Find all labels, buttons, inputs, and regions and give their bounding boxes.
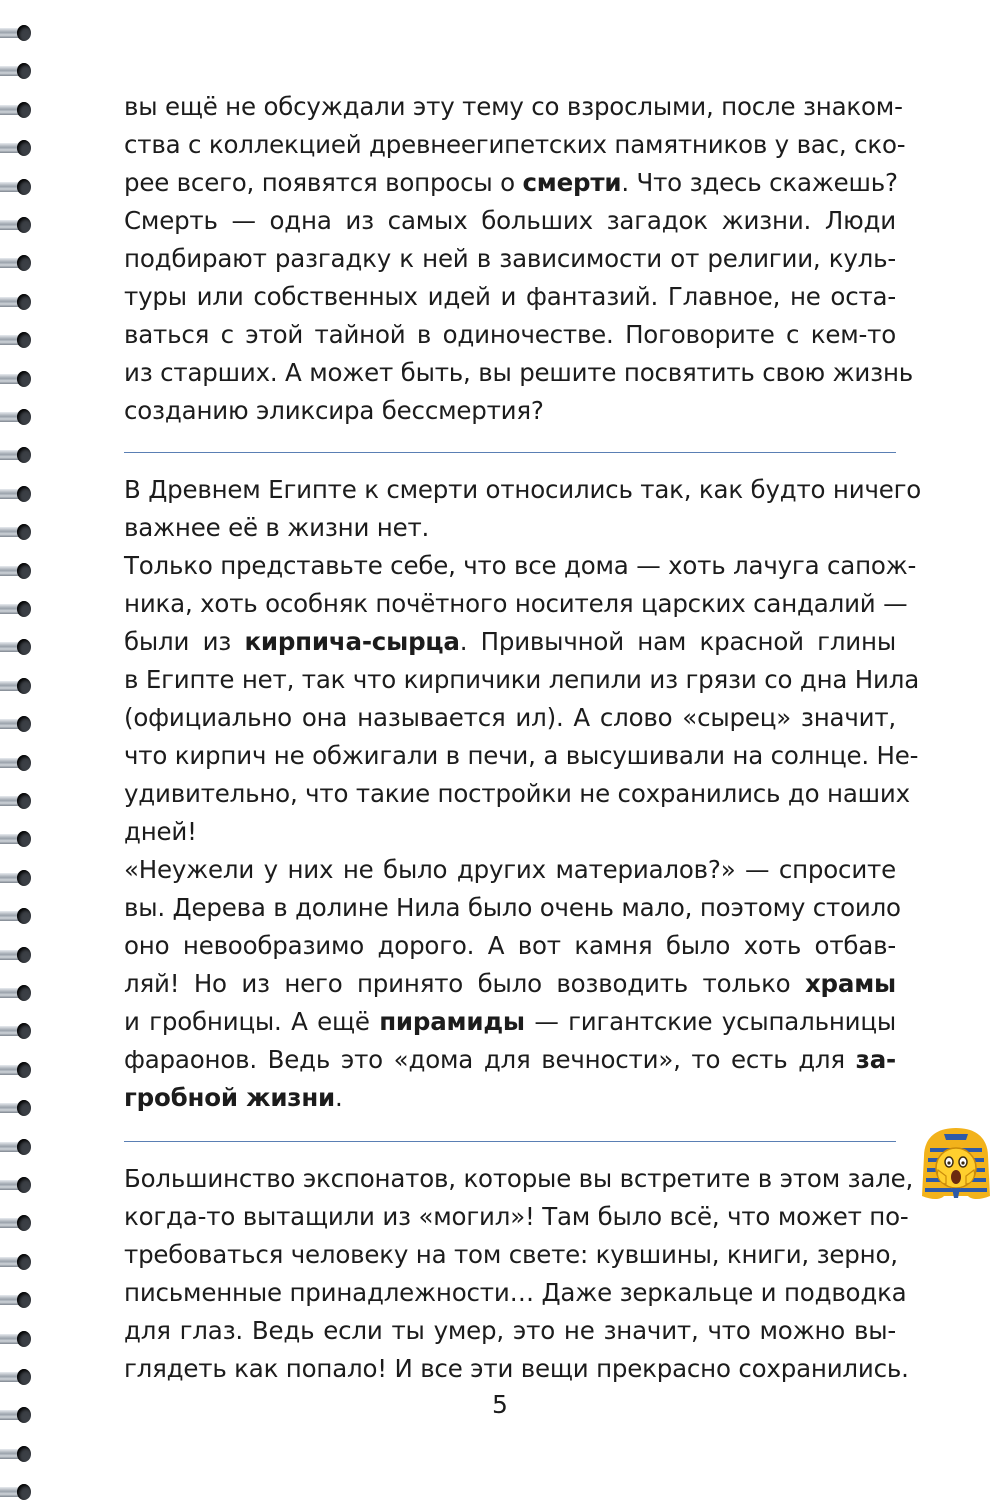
text-line: ства с коллекцией древнеегипетских памятников у вас, ско- [124, 130, 906, 159]
spiral-coil [0, 675, 34, 697]
bold-term: пирамиды [379, 1007, 525, 1036]
text-line: удивительно, что такие постройки не сохранились до наших [124, 779, 910, 808]
spiral-coil [0, 636, 34, 658]
text-line: туры или собственных идей и фантазий. Главное, не оста- [124, 282, 896, 311]
text-line: гробной жизни. [124, 1083, 343, 1112]
paragraph-exhibits [124, 1160, 914, 1388]
spiral-coil [0, 1136, 34, 1158]
text-line: ляй! Но из него принято было возводить только храмы [124, 969, 896, 998]
spiral-coil [0, 560, 34, 582]
text-line: Смерть — одна из самых больших загадок жизни. Люди [124, 206, 896, 235]
bold-term: смерти [522, 168, 622, 197]
spiral-coil [0, 1328, 34, 1350]
spiral-coil [0, 483, 34, 505]
paragraph-ancient-egypt [124, 471, 922, 1117]
text-line: ника, хоть особняк почётного носителя царских сандалий — [124, 589, 908, 618]
spiral-coil [0, 1481, 34, 1503]
spiral-coil [0, 176, 34, 198]
text-line: важнее её в жизни нет. [124, 513, 430, 542]
text-line: для глаз. Ведь если ты умер, это не значит, что можно вы- [124, 1316, 896, 1345]
spiral-coil [0, 444, 34, 466]
text-line: требоваться человеку на том свете: кувшины, книги, зерно, [124, 1240, 898, 1269]
spiral-coil [0, 905, 34, 927]
spiral-coil [0, 99, 34, 121]
text-line: (официально она называется ил). А слово «сырец» значит, [124, 703, 896, 732]
spiral-coil [0, 368, 34, 390]
text-line: письменные принадлежности… Даже зеркальце и подводка [124, 1278, 907, 1307]
spiral-coil [0, 291, 34, 313]
text-line: и гробницы. А ещё пирамиды — гигантские усыпальницы [124, 1007, 896, 1036]
spiral-coil [0, 1366, 34, 1388]
text-line: были из кирпича-сырца. Привычной нам красной глины [124, 627, 896, 656]
spiral-coil [0, 1251, 34, 1273]
bold-term: храмы [804, 969, 896, 998]
spiral-binding [0, 0, 40, 1465]
spiral-coil [0, 752, 34, 774]
text-line: из старших. А может быть, вы решите посвятить свою жизнь [124, 358, 914, 387]
text-line: фараонов. Ведь это «дома для вечности», то есть для за- [124, 1045, 896, 1074]
spiral-coil [0, 329, 34, 351]
paragraph-death-questions [124, 88, 914, 430]
text-line: ваться с этой тайной в одиночестве. Поговорите с кем-то [124, 320, 896, 349]
text-line: рее всего, появятся вопросы о смерти. Что здесь скажешь? [124, 168, 898, 197]
text-line: глядеть как попало! И все эти вещи прекрасно сохранились. [124, 1354, 909, 1383]
spiral-coil [0, 828, 34, 850]
bold-term: гробной жизни [124, 1083, 336, 1112]
text-line: В Древнем Египте к смерти относились так, как будто ничего [124, 475, 922, 504]
spiral-coil [0, 1289, 34, 1311]
text-line: в Египте нет, так что кирпичики лепили из грязи со дна Нила [124, 665, 920, 694]
text-line: когда-то вытащили из «могил»! Там было всё, что может по- [124, 1202, 909, 1231]
spiral-coil [0, 790, 34, 812]
text-line: «Неужели у них не было других материалов?» — спросите [124, 855, 896, 884]
spiral-coil [0, 1212, 34, 1234]
spiral-coil [0, 944, 34, 966]
text-line: вы ещё не обсуждали эту тему со взрослыми, после знаком- [124, 92, 903, 121]
text-line: подбирают разгадку к ней в зависимости от религии, куль- [124, 244, 896, 273]
text-line: созданию эликсира бессмертия? [124, 396, 544, 425]
spiral-coil [0, 1097, 34, 1119]
scared-pharaoh-icon [918, 1126, 994, 1210]
spiral-coil [0, 1174, 34, 1196]
text-line: что кирпич не обжигали в печи, а высушивали на солнце. Не- [124, 741, 919, 770]
spiral-coil [0, 867, 34, 889]
spiral-coil [0, 598, 34, 620]
spiral-coil [0, 214, 34, 236]
text-line: дней! [124, 817, 197, 846]
text-line: Только представьте себе, что все дома — хоть лачуга сапож- [124, 551, 917, 580]
spiral-coil [0, 521, 34, 543]
page-content [124, 88, 922, 1388]
spiral-coil [0, 137, 34, 159]
spiral-coil [0, 713, 34, 735]
bold-term: за- [855, 1045, 896, 1074]
text-line: Большинство экспонатов, которые вы встретите в этом зале, [124, 1164, 914, 1193]
spiral-coil [0, 1443, 34, 1465]
spiral-coil [0, 1020, 34, 1042]
spiral-coil [0, 1059, 34, 1081]
spiral-coil [0, 22, 34, 44]
bold-term: кирпича-сырца [244, 627, 460, 656]
spiral-coil [0, 982, 34, 1004]
spiral-coil [0, 406, 34, 428]
page-number: 5 [492, 1390, 508, 1419]
text-line: вы. Дерева в долине Нила было очень мало, поэтому стоило [124, 893, 901, 922]
spiral-coil [0, 60, 34, 82]
spiral-coil [0, 252, 34, 274]
text-line: оно невообразимо дорого. А вот камня было хоть отбав- [124, 931, 896, 960]
